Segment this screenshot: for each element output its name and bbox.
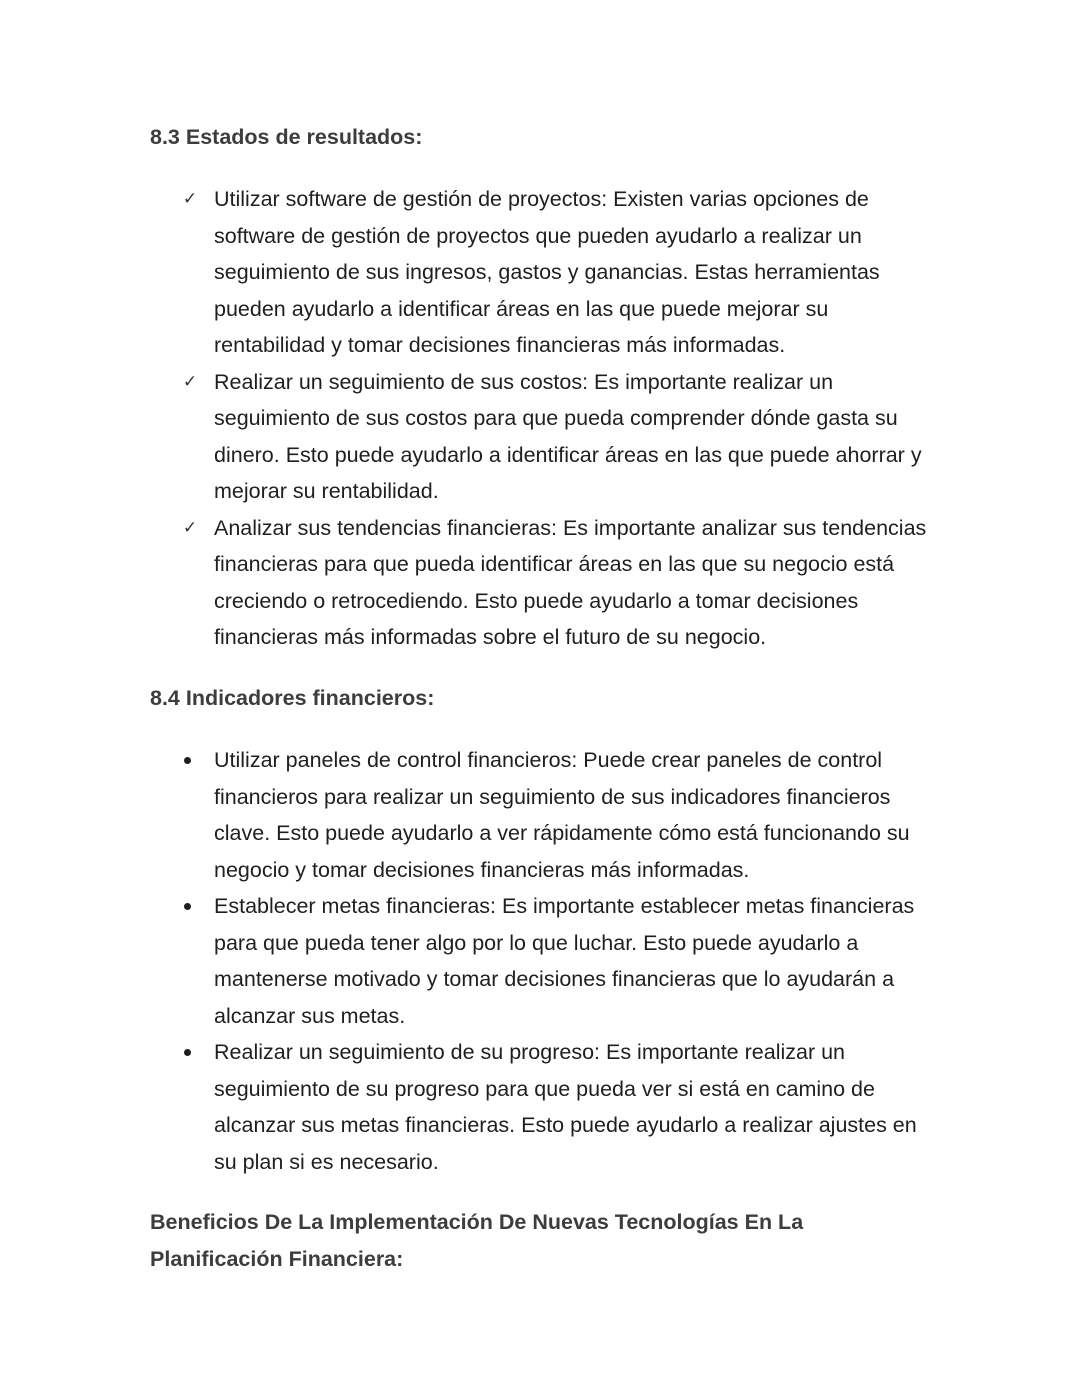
list-item-text: Realizar un seguimiento de su progreso: Es importante realizar un seguimiento de su progreso para que pueda ver si está en camino de alcanzar sus metas financieras. Esto puede ayudarlo a realizar ajustes en su plan si es necesario. [214, 1040, 917, 1174]
list-item [150, 888, 940, 1034]
list-item-text: Utilizar paneles de control financieros: Puede crear paneles de control financieros para realizar un seguimiento de sus indicadores financieros clave. Esto puede ayudarlo a ver rápidamente cómo está funcionando su negocio y tomar decisiones financieras más informadas. [214, 748, 910, 882]
list-item-text: Analizar sus tendencias financieras: Es importante analizar sus tendencias financieras para que pueda identificar áreas en las que su negocio está creciendo o retrocediendo. Esto puede ayudarlo a tomar decisiones financieras más informadas sobre el futuro de su negocio. [214, 515, 927, 649]
list-item [150, 181, 940, 364]
checkmark-icon: ✓ [182, 189, 198, 209]
section-heading-beneficios: Beneficios De La Implementación De Nuevas Tecnologías En La Planificación Financiera: [150, 1210, 804, 1271]
list-item-text: Utilizar software de gestión de proyectos: Existen varias opciones de software de gestión de proyectos que pueden ayudarlo a realizar un seguimiento de sus ingresos, gastos y ganancias. Estas herramientas pueden ayudarlo a identificar áreas en las que puede mejorar su rentabilidad y tomar decisiones financieras más informadas. [214, 187, 880, 357]
list-item [150, 510, 940, 656]
list-item [150, 364, 940, 510]
list-item [150, 1034, 940, 1180]
checklist-estados-de-resultados [150, 181, 940, 656]
section-heading-estados-de-resultados: 8.3 Estados de resultados: [150, 125, 423, 149]
bullet-icon [184, 1049, 191, 1056]
bullet-icon [184, 757, 191, 764]
bullet-icon [184, 903, 191, 910]
list-item-text: Realizar un seguimiento de sus costos: Es importante realizar un seguimiento de sus costos para que pueda comprender dónde gasta su dinero. Esto puede ayudarlo a identificar áreas en las que puede ahorrar y mejorar su rentabilidad. [214, 369, 922, 503]
checkmark-icon: ✓ [182, 371, 198, 392]
bullet-list-indicadores-financieros [150, 742, 940, 1180]
section-heading-indicadores-financieros: 8.4 Indicadores financieros: [150, 686, 435, 710]
list-item-text: Establecer metas financieras: Es importante establecer metas financieras para que pueda tener algo por lo que luchar. Esto puede ayudarlo a mantenerse motivado y tomar decisiones financieras que lo ayudarán a alcanzar sus metas. [214, 894, 915, 1028]
list-item [150, 742, 940, 888]
checkmark-icon: ✓ [182, 517, 198, 538]
